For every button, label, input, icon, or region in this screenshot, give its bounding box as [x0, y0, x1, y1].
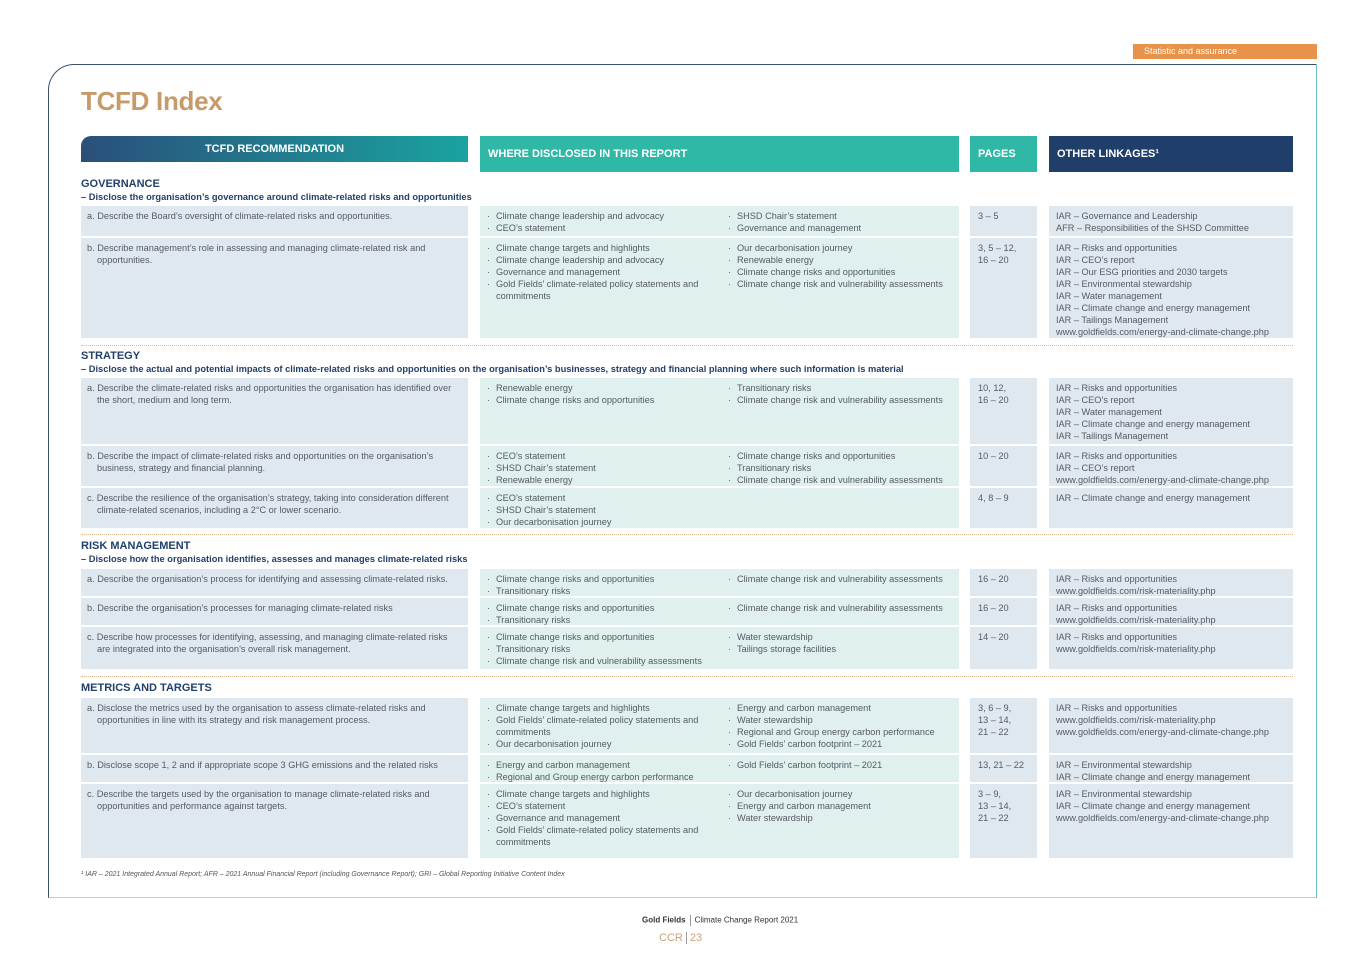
disclosure-item: · Gold Fields’ climate-related policy statements and commitments — [486, 824, 722, 848]
divider — [81, 345, 1293, 346]
disclosure-item: · Governance and management — [486, 812, 722, 824]
recommendation-text: b. Disclose scope 1, 2 and if appropriate scope 3 GHG emissions and the related risks — [87, 760, 438, 770]
disclosure-list — [727, 450, 955, 486]
linkage-item: IAR – Water management — [1056, 291, 1162, 301]
linkage-item: www.goldfields.com/energy-and-climate-change.php — [1056, 727, 1269, 737]
linkage-item: IAR – Environmental stewardship — [1056, 279, 1192, 289]
disclosure-item: · Climate change risk and vulnerability assessments — [727, 278, 955, 290]
linkages-cell — [1056, 702, 1290, 738]
linkage-item: IAR – Risks and opportunities — [1056, 703, 1178, 713]
linkage-item: IAR – Environmental stewardship — [1056, 789, 1192, 799]
disclosure-list — [727, 702, 955, 750]
recommendation-text: b. Describe management’s role in assessing and managing climate-related risk and opportunities. — [87, 243, 426, 265]
disclosure-item: · Climate change risks and opportunities — [486, 394, 722, 406]
linkage-item: www.goldfields.com/risk-materiality.php — [1056, 615, 1216, 625]
disclosure-item: · Climate change risks and opportunities — [486, 573, 722, 585]
header-pages: PAGES — [970, 136, 1037, 172]
pages-cell: 3 – 9, 13 – 14, 21 – 22 — [978, 789, 1012, 823]
disclosure-item: · CEO’s statement — [486, 222, 722, 234]
divider — [81, 534, 1293, 535]
linkage-item: IAR – Our ESG priorities and 2030 targets — [1056, 267, 1228, 277]
disclosure-item: · Energy and carbon management — [486, 759, 722, 771]
disclosure-item: · Regional and Group energy carbon performance — [727, 726, 955, 738]
page-number — [659, 932, 702, 944]
disclosure-item: · Transitionary risks — [486, 585, 722, 597]
header-where-disclosed: WHERE DISCLOSED IN THIS REPORT — [480, 136, 959, 172]
linkage-item: IAR – Climate change and energy management — [1056, 801, 1251, 811]
recommendation-cell — [87, 573, 462, 585]
disclosure-list — [486, 492, 722, 528]
linkages-cell — [1056, 210, 1290, 234]
disclosure-item: · Energy and carbon management — [727, 702, 955, 714]
linkage-item: www.goldfields.com/risk-materiality.php — [1056, 715, 1216, 725]
disclosure-item: · Climate change leadership and advocacy — [486, 254, 722, 266]
linkage-item: IAR – CEO’s report — [1056, 463, 1135, 473]
section-sub-strategy: – Disclose the actual and potential impacts of climate-related risks and opportunities on the organisation’s businesses, strategy and financial planning where such information is material — [81, 364, 904, 374]
disclosure-item: · Governance and management — [727, 222, 955, 234]
disclosure-item: · Climate change leadership and advocacy — [486, 210, 722, 222]
linkages-cell — [1056, 573, 1290, 597]
linkage-item: IAR – Risks and opportunities — [1056, 383, 1178, 393]
disclosure-list — [486, 631, 722, 667]
disclosure-item: · Climate change risk and vulnerability assessments — [727, 573, 955, 585]
disclosure-list — [727, 382, 955, 406]
disclosure-item: · Gold Fields’ climate-related policy statements and commitments — [486, 714, 722, 738]
linkage-item: AFR – Responsibilities of the SHSD Committee — [1056, 223, 1250, 233]
pages-cell: 3, 5 – 12, 16 – 20 — [978, 243, 1017, 265]
disclosure-item: · Gold Fields’ climate-related policy statements and commitments — [486, 278, 722, 302]
linkage-item: IAR – Tailings Management — [1056, 431, 1169, 441]
pages-cell: 4, 8 – 9 — [978, 493, 1009, 503]
disclosure-list — [486, 210, 722, 234]
disclosure-item: · Tailings storage facilities — [727, 643, 955, 655]
linkages-cell — [1056, 602, 1290, 626]
disclosure-item: · Our decarbonisation journey — [486, 516, 722, 528]
linkage-item: www.goldfields.com/risk-materiality.php — [1056, 644, 1216, 654]
section-title-strategy: STRATEGY — [81, 350, 141, 362]
disclosure-item: · Governance and management — [486, 266, 722, 278]
section-sub-risk: – Disclose how the organisation identifies, assesses and manages climate-related risks — [81, 554, 468, 564]
recommendation-text: a. Describe the Board’s oversight of climate-related risks and opportunities. — [87, 211, 393, 221]
linkage-item: www.goldfields.com/risk-materiality.php — [1056, 586, 1216, 596]
linkage-item: www.goldfields.com/energy-and-climate-change.php — [1056, 475, 1269, 485]
section-tab: Statistic and assurance — [1133, 44, 1317, 59]
disclosure-item: · Climate change targets and highlights — [486, 788, 722, 800]
linkage-item: IAR – Climate change and energy management — [1056, 303, 1251, 313]
recommendation-text: a. Disclose the metrics used by the organisation to assess climate-related risks and opportunities in line with its strategy and risk management process. — [87, 703, 426, 725]
linkages-cell — [1056, 382, 1290, 442]
disclosure-list — [486, 573, 722, 597]
disclosure-item: · Transitionary risks — [486, 614, 722, 626]
recommendation-cell — [87, 492, 462, 516]
recommendation-text: c. Describe how processes for identifying, assessing, and managing climate-related risks are integrated into the organisation’s overall risk management. — [87, 632, 448, 654]
disclosure-item: · Gold Fields’ carbon footprint – 2021 — [727, 759, 955, 771]
disclosure-item: · Climate change targets and highlights — [486, 702, 722, 714]
disclosure-item: · Our decarbonisation journey — [486, 738, 722, 750]
section-sub-governance: – Disclose the organisation’s governance around climate-related risks and opportunities — [81, 192, 472, 202]
disclosure-item: · SHSD Chair’s statement — [727, 210, 955, 222]
linkage-item: IAR – Tailings Management — [1056, 315, 1169, 325]
report-name: Climate Change Report 2021 — [694, 915, 799, 925]
disclosure-list — [486, 759, 722, 783]
disclosure-item: · Water stewardship — [727, 631, 955, 643]
recommendation-cell — [87, 631, 462, 655]
section-title-risk: RISK MANAGEMENT — [81, 540, 191, 552]
recommendation-cell — [87, 702, 462, 726]
disclosure-item: · SHSD Chair’s statement — [486, 462, 722, 474]
section-title-governance: GOVERNANCE — [81, 178, 160, 190]
disclosure-item: · Energy and carbon management — [727, 800, 955, 812]
pages-cell: 3, 6 – 9, 13 – 14, 21 – 22 — [978, 703, 1012, 737]
linkages-cell — [1056, 492, 1290, 504]
disclosure-item: · Climate change targets and highlights — [486, 242, 722, 254]
recommendation-cell — [87, 382, 462, 406]
recommendation-cell — [87, 759, 462, 771]
linkage-item: IAR – Water management — [1056, 407, 1162, 417]
disclosure-item: · Our decarbonisation journey — [727, 242, 955, 254]
linkage-item: IAR – Risks and opportunities — [1056, 243, 1178, 253]
disclosure-item: · Climate change risks and opportunities — [727, 450, 955, 462]
disclosure-item: · Regional and Group energy carbon performance — [486, 771, 722, 783]
recommendation-text: b. Describe the impact of climate-related risks and opportunities on the organisation’s business, strategy and financial planning. — [87, 451, 434, 473]
recommendation-text: c. Describe the resilience of the organisation’s strategy, taking into consideration different climate-related scenarios, including a 2°C or lower scenario. — [87, 493, 449, 515]
disclosure-list — [727, 602, 955, 614]
recommendation-text: c. Describe the targets used by the organisation to manage climate-related risks and opportunities and performance against targets. — [87, 789, 430, 811]
recommendation-cell — [87, 602, 462, 614]
section-title-metrics: METRICS AND TARGETS — [81, 682, 212, 694]
recommendation-cell — [87, 450, 462, 474]
disclosure-item: · Renewable energy — [486, 474, 722, 486]
disclosure-item: · Climate change risk and vulnerability assessments — [727, 474, 955, 486]
disclosure-list — [486, 382, 722, 406]
linkages-cell — [1056, 450, 1290, 486]
disclosure-list — [727, 631, 955, 655]
footer-brand — [642, 915, 798, 926]
disclosure-item: · Climate change risks and opportunities — [486, 602, 722, 614]
disclosure-list — [486, 788, 722, 848]
linkage-item: IAR – CEO’s report — [1056, 395, 1135, 405]
linkage-item: IAR – Climate change and energy management — [1056, 493, 1251, 503]
recommendation-cell — [87, 242, 462, 266]
recommendation-text: a. Describe the climate-related risks and opportunities the organisation has identified over the short, medium and long term. — [87, 383, 452, 405]
pages-cell: 10, 12, 16 – 20 — [978, 383, 1009, 405]
pages-cell: 16 – 20 — [978, 574, 1009, 584]
disclosure-item: · Transitionary risks — [727, 382, 955, 394]
linkages-cell — [1056, 631, 1290, 655]
disclosure-item: · Water stewardship — [727, 714, 955, 726]
pages-cell: 14 – 20 — [978, 632, 1009, 642]
pages-cell: 3 – 5 — [978, 211, 999, 221]
disclosure-list — [486, 450, 722, 486]
linkage-item: IAR – CEO’s report — [1056, 255, 1135, 265]
disclosure-list — [727, 788, 955, 824]
recommendation-text: b. Describe the organisation’s processes for managing climate-related risks — [87, 603, 393, 613]
footnote: ¹ IAR – 2021 Integrated Annual Report; AFR – 2021 Annual Financial Report (including Governance Report); GRI – Global Reporting Initiative Content Index — [81, 871, 565, 878]
disclosure-item: · Renewable energy — [727, 254, 955, 266]
linkage-item: IAR – Climate change and energy management — [1056, 419, 1251, 429]
page-frame-edge — [1316, 64, 1317, 898]
disclosure-list — [727, 242, 955, 290]
ccr-label: CCR — [659, 932, 683, 944]
disclosure-item: · SHSD Chair’s statement — [486, 504, 722, 516]
disclosure-list — [486, 702, 722, 750]
disclosure-item: · Climate change risks and opportunities — [727, 266, 955, 278]
header-recommendation: TCFD RECOMMENDATION — [81, 136, 468, 162]
disclosure-item: · CEO’s statement — [486, 450, 722, 462]
linkages-cell — [1056, 788, 1290, 824]
header-other-linkages: OTHER LINKAGES¹ — [1049, 136, 1293, 172]
linkage-item: IAR – Risks and opportunities — [1056, 574, 1178, 584]
pages-cell: 13, 21 – 22 — [978, 760, 1024, 770]
disclosure-list — [486, 602, 722, 626]
disclosure-item: · Climate change risk and vulnerability assessments — [727, 602, 955, 614]
page-number-value: 23 — [689, 932, 703, 944]
linkage-item: www.goldfields.com/energy-and-climate-change.php — [1056, 327, 1269, 337]
disclosure-item: · Climate change risks and opportunities — [486, 631, 722, 643]
linkage-item: IAR – Climate change and energy management — [1056, 772, 1251, 782]
divider — [81, 676, 1293, 677]
disclosure-item: · CEO’s statement — [486, 492, 722, 504]
disclosure-item: · Our decarbonisation journey — [727, 788, 955, 800]
linkage-item: IAR – Governance and Leadership — [1056, 211, 1198, 221]
disclosure-item: · Transitionary risks — [727, 462, 955, 474]
linkages-cell — [1056, 759, 1290, 783]
brand-name: Gold Fields — [642, 915, 686, 925]
linkage-item: IAR – Risks and opportunities — [1056, 632, 1178, 642]
disclosure-item: · Climate change risk and vulnerability assessments — [486, 655, 722, 667]
page-title: TCFD Index — [81, 86, 223, 116]
disclosure-item: · Renewable energy — [486, 382, 722, 394]
recommendation-cell — [87, 210, 462, 222]
disclosure-item: · CEO’s statement — [486, 800, 722, 812]
disclosure-list — [486, 242, 722, 302]
linkage-item: IAR – Risks and opportunities — [1056, 451, 1178, 461]
disclosure-item: · Climate change risk and vulnerability assessments — [727, 394, 955, 406]
disclosure-item: · Water stewardship — [727, 812, 955, 824]
linkage-item: www.goldfields.com/energy-and-climate-change.php — [1056, 813, 1269, 823]
recommendation-cell — [87, 788, 462, 812]
pages-cell: 16 – 20 — [978, 603, 1009, 613]
disclosure-item: · Transitionary risks — [486, 643, 722, 655]
linkages-cell — [1056, 242, 1290, 338]
linkage-item: IAR – Risks and opportunities — [1056, 603, 1178, 613]
pages-cell: 10 – 20 — [978, 451, 1009, 461]
disclosure-list — [727, 759, 955, 771]
recommendation-text: a. Describe the organisation’s process for identifying and assessing climate-related risks. — [87, 574, 448, 584]
disclosure-item: · Gold Fields’ carbon footprint – 2021 — [727, 738, 955, 750]
linkage-item: IAR – Environmental stewardship — [1056, 760, 1192, 770]
disclosure-list — [727, 573, 955, 585]
disclosure-list — [727, 210, 955, 234]
